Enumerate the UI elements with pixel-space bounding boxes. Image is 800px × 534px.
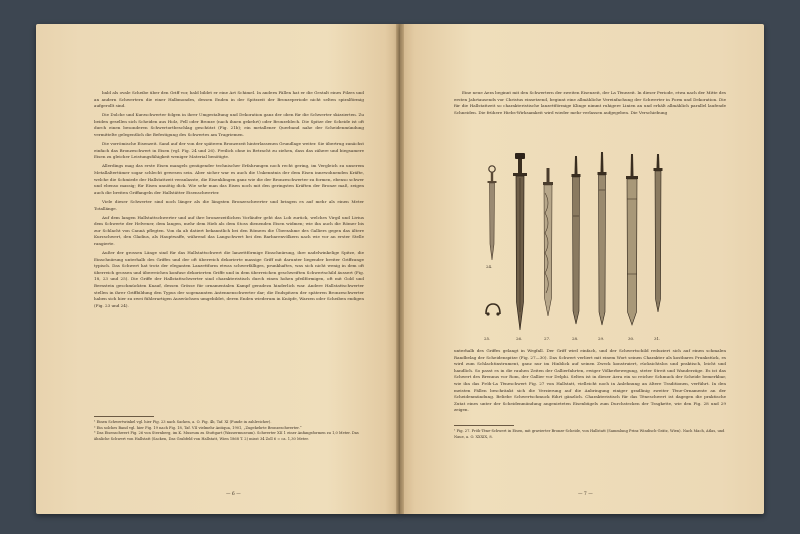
sword-illustration xyxy=(650,154,666,314)
sword-illustration xyxy=(594,152,610,327)
paragraph: Die vorrömische Eisenzeit. Sand auf der von der späteren Bronzezeit hinterlassenen Grundlage weiter. Sie übertrug zunächst einfach das Bronzeschwert in Eisen (vgl. Fig. 24 und 26). Freilich ohne in Betracht zu ziehen, dass das zähere und biegsamere Eisen zu gleicher Leistungsfähigkeit weniger Material benötigte. xyxy=(94,141,364,160)
figure-label: 30. xyxy=(628,336,635,341)
paragraph: Die Dolche und Kurzschwerter folgen in ihrer Umgestaltung und Dekoration ganz der oben für die Schwerter skizzierten. Zu beiden gesellen sich Scheiden aus Holz, Fell oder Bronze (nach ihnen gekehrt) oder Bronzeblech. Die Spitze der Scheide ist oft durch einen besonderen Schwertortbeschlag geschützt (Fig. 21b); ein metallener Querband nahe der Scheidenmündung vermittelte gelegentlich die Befestigung des Schwertes am Tragriemen. xyxy=(94,112,364,138)
sword-illustration xyxy=(622,154,642,326)
figure-label: 25. xyxy=(484,336,491,341)
figure-label: 29. xyxy=(598,336,605,341)
paragraph: Eine neue Aera beginnt mit den Schwertern der zweiten Eisenzeit, der La Tènezeit. In dieser Periode, etwa nach der Mitte des ersten Jahrtausends vor Christus einsetzend, beginnt eine allmähliche Vereinfachung der Schwerter in Form und Dekoration. Die für die Hallstattzeit so charakteristische lanzettförmige Klinge nimmt ruhigere Linien an und erhält allmählich parallel laufende Schneiden. Die frühere Hiebs-Wirksamkeit wird wieder mehr verlassen aufgegeben. Die Verschiebung xyxy=(454,90,726,115)
left-page xyxy=(36,24,400,514)
fibula-illustration xyxy=(484,302,502,316)
paragraph: Außer der grossen Länge sind für das Hallstattschwert die lanzettförmige Einschnürung, ihre nadelwinkelige Spitze, die Einschnürung unterhalb des Griffes und der oft überreich dekorierte massige Griff mit darunter liegender breiter Griffzunge typisch. Das Schwert hat trotz der eleganten Lanzettform etwas schwerfälliges, prunkhaftes, was sich nicht wenig in dem oft überreich grossen und überreichen konfuse dekorierten Griffe und in dem überreichen geschweiften Schwertschild äussert (Fig. 18, 23 und 25). Die Griffe der Hallstattschwerter sind charakteristisch durch einen hohen pfeilförmigen, oft mit Gold und Bernstein geschmückten Knauf, dessen Grösse für ornamentalen Kampf geradezu hinderlich war. Andere Hallstattschwerter stellen in ihrer Griffbildung den Typus der sogenannten Antennenschwerter dar; die Endspitzen der späteren Bronzeschwerter haben sich hier zu zwei fühlerartigen Auswüchsen umgebildet, deren Enden wiederum in Knöpfe, Warzen oder Scheiben endigen (Fig. 23 und 24). xyxy=(94,250,364,308)
sword-illustration xyxy=(510,152,530,332)
figure-label: 28. xyxy=(572,336,579,341)
page-number-right: — 7 — xyxy=(578,492,593,497)
footnote: ² Ein solches Band vgl. hier Fig. 19 nach Fig. 18, Taf. VII vielmehr Antiqua, 1901, „Zugekehrte Bronzeschwerter.“ xyxy=(94,425,302,430)
page-number-left: — 6 — xyxy=(226,492,241,497)
open-book xyxy=(36,24,764,514)
paragraph: Allerdings mag das erste Eisen mangels genügender technischer Erfahrungen noch recht gering, im Vergleich zu unserem Metallaltertümer sogar schlecht gewesen sein. Aber sicher war es auch die Unkenntnis der dem Eisen innewohnenden Kräfte, welche die Schmiede der Hallstattzeit veranlasste, die Eisenklingen ganz wie die der Bronzeschwerter zu formen, ebenso schwer und ebenso massig; für Eisen unnötig dick. Wie sehr man das Eisen noch mit den geringsten Kräften der Bronze maß, zeigen auch die breiten Griffangeln der Hallstätter Eisenschwerter. xyxy=(94,163,364,195)
right-page-text-top xyxy=(454,90,726,119)
paragraph: unterhalb des Griffes gelangt in Wegfall. Der Griff wird einfach, und der Schwertschild reduziert sich auf einen schmalen Randbelag der Scheidenspitze (Fig. 27—30). Das Schwert verliert mit einem Wort seinen Charakter als kostbares Prunkstück, es wird zum Schlachtinstrument, ganz nur im Hinblick auf seinen Zweck konstruiert, rücksichtslos und praktisch, leicht und handlich. So passt es in die rauhen Zeiten der Gallierfahrten, ewiger Völkerbewegung, steter Streit und Wanderzüge. Es ist das Schwert des Brennus vor Rom, der Gallier vor Delphi. Selten ist in dieser Aera ein so reicher Schmuck der Scheide bemerkbar, wie ihn das Fröh-La Tèneschwert Fig. 27 von Hallstatt, vielleicht noch in Anlehnung an ältere Traditionen, verführt. In den meisten Fällen beschränkt sich die Verzierung auf die Anbringung einiger gradlinig zweiter Tène-Ornamente an der Scheidenmündung. Beliebe Schwertschmuck führt gänzlich. Charakteristisch für das Tèneschwert ist dagegen die praktische Zutat eines unter der Scheidenmündung angenieteten Eisenbügels zum Durchstecken der Tragkette, wie den Fig. 28 und 29 zeigen. xyxy=(454,348,726,413)
right-footnotes xyxy=(454,425,726,440)
paragraph: bald als ovale Scheibe über den Griff vor, bald bildet er eine Art Schimel. In andern Fällen hat er die Gestalt eines Pilzes und an andern Schwertern die einer Halbmondes, dessen Enden in der Spitzzeit der Bronzeperiode nicht selten spiralförmig aufgerollt sind. xyxy=(94,90,364,109)
figure-label: 26. xyxy=(516,336,523,341)
figure-label: 27. xyxy=(544,336,551,341)
left-footnotes xyxy=(94,416,364,442)
footnote: ¹ Fig. 27. Fröh-Tène-Schwert in Eisen, mit gravierter Bronze-Scheide, von Hallstatt (Sammlung Prinz Windisch-Grätz, Wien). Nach Mach, Atlas, und Naue, a. O. XXXIX, 8. xyxy=(454,429,725,439)
sword-plate-figure xyxy=(480,152,700,344)
right-page-text-bottom xyxy=(454,348,726,416)
left-page-text xyxy=(94,90,364,312)
paragraph: Auf dem langen Hallstattschwerter und auf ihre bronzezeitlichen Vorläufer geht das Lob zurück, welches Virgil und Livius dem Schwerte der Helvener, dem langen, mehr dem Hieb als dem Stoss dienenden Eisen widmen; wie ihn auch die Römer bis zur Schlacht von Cannä pflegten. Von da ab datiert bekanntlich bei den Römern die Überzahme des Galliers gegen das ältere Kurzschwert, den Gladius, als Hauptwaffe, während das Langschwert bei den Barbarenvölkern nach wie vor an erster Stelle rangierte. xyxy=(94,214,364,246)
paragraph: Viele dieser Schwerter sind noch länger als die längsten Bronzeschwerter und bringen es auf mehr als einen Meter Totallänge. xyxy=(94,198,364,211)
footnote: ³ Das Eisenschwert Fig. 26 von Sternberg, im K. Museum zu Stuttgart (Wassermuseum). Schwerter XII 1 einer Anfangsformen zu 1,0 Meter. Das ähnliche Schwert von Hallstatt (Sacken, Das Grabfeld von Hallstatt, Wien 1868 T. 2) misst 34 Zoll 6 = ca. 1,30 Meter. xyxy=(94,431,359,441)
footnote-rule xyxy=(94,416,154,417)
sword-illustration xyxy=(484,164,500,264)
footnote-rule xyxy=(454,425,514,426)
figure-label: 31. xyxy=(654,336,661,341)
sword-illustration xyxy=(568,156,584,326)
sword-illustration xyxy=(540,168,556,318)
book-spine xyxy=(396,24,404,514)
right-page xyxy=(400,24,764,514)
footnote: ¹ Einen Schwertwinkel vgl. hier Fig. 23 nach Sacken, a. O. Fig. 4b, Taf. XI (Funde in zahlreicher). xyxy=(94,420,272,424)
figure-label: 24. xyxy=(486,264,493,269)
